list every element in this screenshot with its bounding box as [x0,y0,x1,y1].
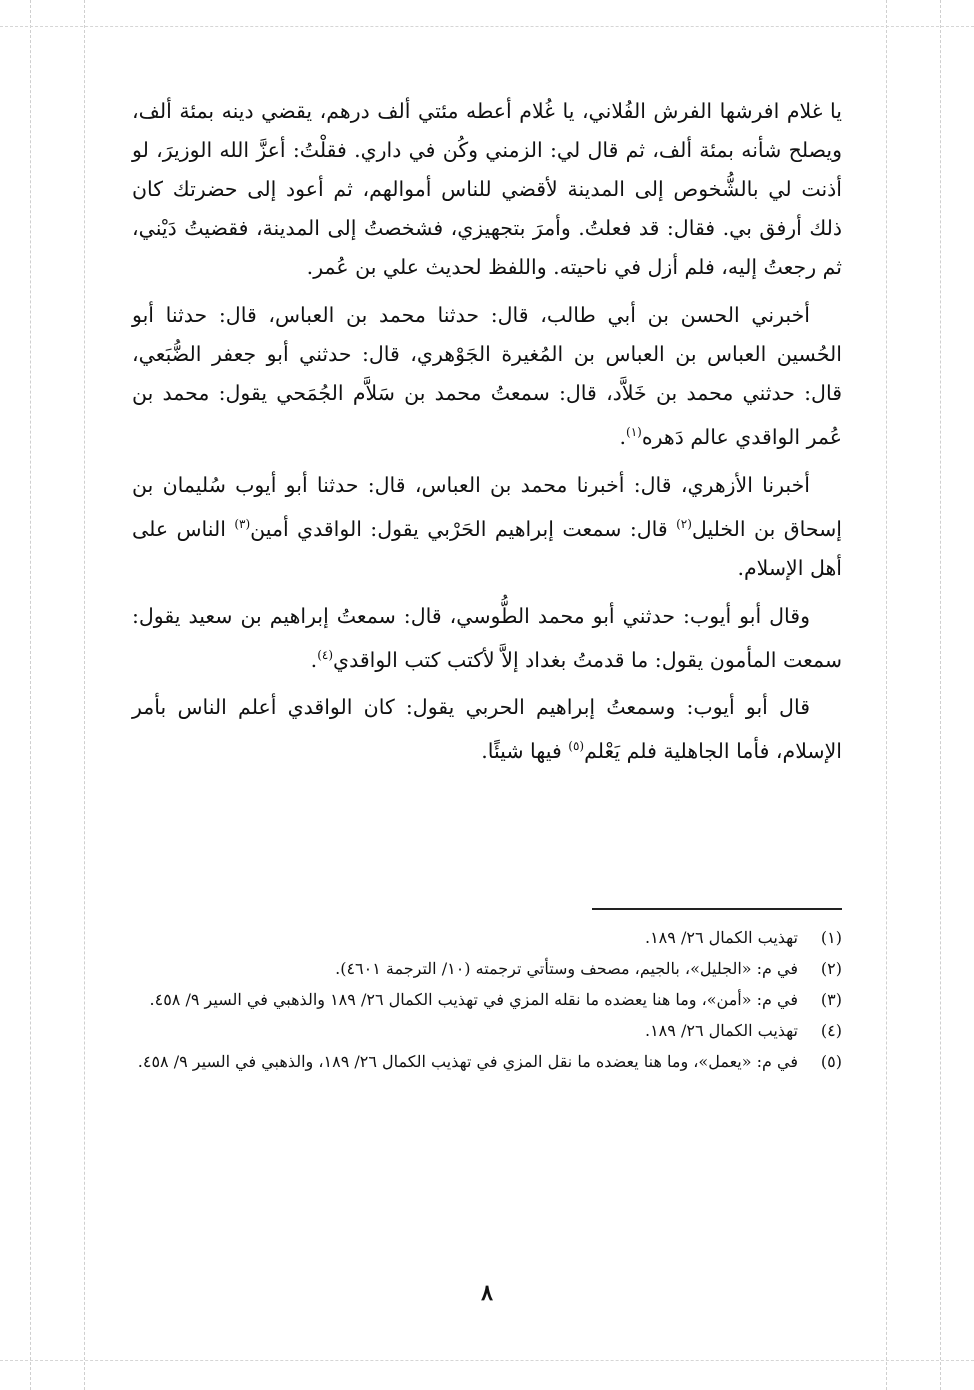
footnote-number: (٣) [820,990,842,1009]
main-text [132,92,842,771]
footnote-item [132,953,842,984]
footnote-number: (٥) [820,1052,842,1071]
footnote-item [132,984,842,1015]
footnote-number: (١) [820,928,842,947]
page-number: ٨ [481,1280,493,1306]
paragraph-1: يا غلام افرشها الفرش الفُلاني، يا غُلام أعطه مئتي ألف درهم، يقضي دينه بمئة ألف، ويصلح شأنه بمئة ألف، ثم قال لي: الزمني وكُن في داري. فقلْتُ: أعزَّ الله الوزيرَ، لو أذنت لي بالشُّخوص إلى المدينة لأقضي للناس أموالهم، ثم أعود إلى حضرتك كان ذلك أرفق بي. فقال: قد فعلتُ. وأمرَ بتجهيزي، فشخصتُ إلى المدينة، فقضيتُ دَيْني، ثم رجعتُ إليه، فلم أزل في ناحيته. واللفظ لحديث علي بن عُمر. [132,99,842,279]
footnote-item [132,922,842,953]
footnotes [132,922,842,1077]
footnote-text: في م: «أمن»، وما هنا يعضده ما نقله المزي في تهذيب الكمال ٢٦/ ١٨٩ والذهبي في السير ٩/ ٤٥٨. [149,990,798,1009]
paragraph-2: أخبرني الحسن بن أبي طالب، قال: حدثنا محمد بن العباس، قال: حدثنا أبو الحُسين العباس بن العباس بن المُغيرة الجَوْهري، قال: حدثني أبو جعفر الضُّبَعي، قال: حدثني محمد بن خَلاَّد، قال: سمعتُ محمد بن سَلاَّم الجُمَحي يقول: محمد بن عُمر الواقدي عالم دَهره$^{(١)}$. [132,303,842,449]
footnote-divider [592,908,842,910]
paragraph-5: قال أبو أيوب: وسمعتُ إبراهيم الحربي يقول: كان الواقدي أعلم الناس بأمر الإسلام، فأما الجاهلية فلم يَعْلم$^{(٥)}$ فيها شيئًا. [132,695,842,764]
footnote-item [132,1015,842,1046]
footnote-text: في م: «يعمل»، وما هنا يعضده ما نقل المزي في تهذيب الكمال ٢٦/ ١٨٩، والذهبي في السير ٩/ ٤٥٨. [137,1052,798,1071]
footnote-ref-2[interactable]: (٢) [676,516,692,531]
footnote-ref-4[interactable]: (٤) [317,647,334,662]
footnote-number: (٢) [820,959,842,978]
footnote-ref-5[interactable]: (٥) [568,739,585,754]
paragraph-4: وقال أبو أيوب: حدثني أبو محمد الطُّوسي، قال: سمعتُ إبراهيم بن سعيد يقول: سمعت المأمون يقول: ما قدمتُ بغداد إلاَّ لأكتب كتب الواقدي$^{(٤)}$. [132,603,842,672]
book-page [132,92,842,1306]
footnote-text: في م: «الجليل»، بالجيم، مصحف وستأتي ترجمته (١٠/ الترجمة ٤٦٠١). [335,959,798,978]
footnote-ref-1[interactable]: (١) [626,425,642,439]
footnote-text: تهذيب الكمال ٢٦/ ١٨٩. [644,928,798,947]
paragraph-3: أخبرنا الأزهري، قال: أخبرنا محمد بن العباس، قال: حدثنا أبو أيوب سُليمان بن إسحاق بن الخليل$^{(٢)}$ قال: سمعت إبراهيم الحَرْبي يقول: الواقدي أمين$^{(٣)}$ الناس على أهل الإسلام. [132,472,842,580]
footnote-number: (٤) [820,1021,842,1040]
footnote-item [132,1046,842,1077]
footnote-text: تهذيب الكمال ٢٦/ ١٨٩. [644,1021,798,1040]
footnote-ref-3[interactable]: (٣) [234,516,251,531]
